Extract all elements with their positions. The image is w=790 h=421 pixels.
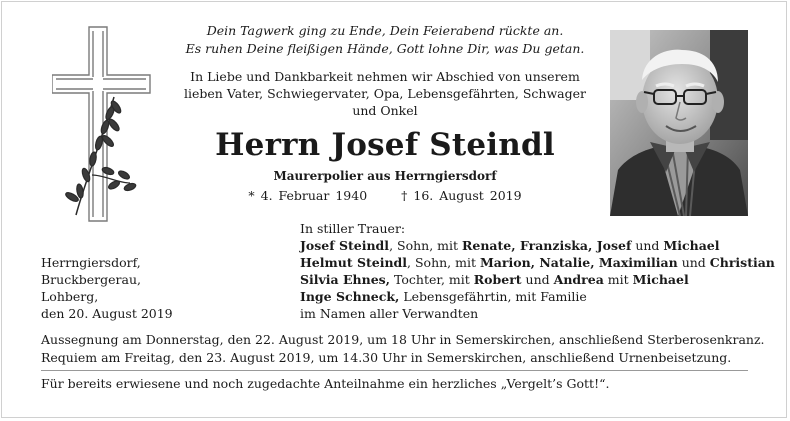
mourner-name: Inge Schneck, [300, 289, 400, 304]
intro-line: In Liebe und Dankbarkeit nehmen wir Abschied von unserem [190, 69, 580, 84]
date-line: den 20. August 2019 [41, 306, 173, 321]
mourner-text: Lebensgefährtin, mit Familie [399, 289, 587, 304]
intro-line: und Onkel [352, 103, 418, 118]
portrait-illustration [610, 30, 748, 216]
portrait-photo [610, 30, 748, 216]
mourner-family: Andrea [553, 272, 604, 287]
deceased-name: Herrn Josef Steindl [215, 127, 555, 163]
mourner-text: und [521, 272, 554, 287]
mourner-name: Helmut Steindl [300, 255, 408, 270]
cross-with-olive-branch-icon [52, 25, 172, 225]
place-line: Bruckbergerau, [41, 272, 142, 287]
verse-line: Es ruhen Deine fleißigen Hände, Gott lohne Dir, was Du getan. [185, 41, 585, 56]
place-and-date [41, 254, 173, 322]
place-line: Herrngiersdorf, [41, 255, 141, 270]
mourner-row: im Namen aller Verwandten [300, 306, 479, 321]
mourner-text: und [677, 255, 710, 270]
mourner-family: Michael [663, 238, 720, 253]
deceased-occupation: Maurerpolier aus Herrngiersdorf [273, 169, 497, 183]
mourner-family: Christian [709, 255, 775, 270]
verse [170, 22, 600, 58]
divider [41, 370, 748, 371]
mourner-family: Robert [473, 272, 522, 287]
mourner-text: Tochter, mit [390, 272, 474, 287]
service-info [41, 331, 765, 367]
mourner-row [300, 271, 775, 288]
mourner-family: Renate, Franziska, Josef [462, 238, 632, 253]
mourner-text: , Sohn, mit [389, 238, 462, 253]
intro-text [170, 68, 600, 119]
mourner-text: und [631, 238, 664, 253]
life-dates [170, 188, 600, 204]
intro-line: lieben Vater, Schwiegervater, Opa, Lebensgefährten, Schwager [184, 86, 586, 101]
mourning-heading: In stiller Trauer: [300, 221, 406, 236]
mourner-name: Silvia Ehnes, [300, 272, 391, 287]
service-line: Aussegnung am Donnerstag, den 22. August 2019, um 18 Uhr in Semerskirchen, anschließend Sterberosenkranz. [41, 332, 765, 347]
service-line: Requiem am Freitag, den 23. August 2019, um 14.30 Uhr in Semerskirchen, anschließend Urnenbeisetzung. [41, 350, 732, 365]
closing-thanks: Für bereits erwiesene und noch zugedachte Anteilnahme ein herzliches „Vergelt’s Gott!“. [41, 376, 610, 391]
mourner-text: , Sohn, mit [407, 255, 480, 270]
mourner-family: Michael [632, 272, 689, 287]
mourner-row [300, 288, 775, 305]
mourners-list [300, 237, 775, 322]
mourner-name: Josef Steindl [300, 238, 390, 253]
death-date: † 16. August 2019 [401, 188, 522, 203]
mourner-row [300, 237, 775, 254]
mourner-family: Marion, Natalie, Maximilian [479, 255, 678, 270]
place-line: Lohberg, [41, 289, 99, 304]
mourner-row [300, 254, 775, 271]
mourner-text: mit [603, 272, 633, 287]
verse-line: Dein Tagwerk ging zu Ende, Dein Feierabend rückte an. [206, 23, 564, 38]
birth-date: * 4. Februar 1940 [248, 188, 368, 203]
